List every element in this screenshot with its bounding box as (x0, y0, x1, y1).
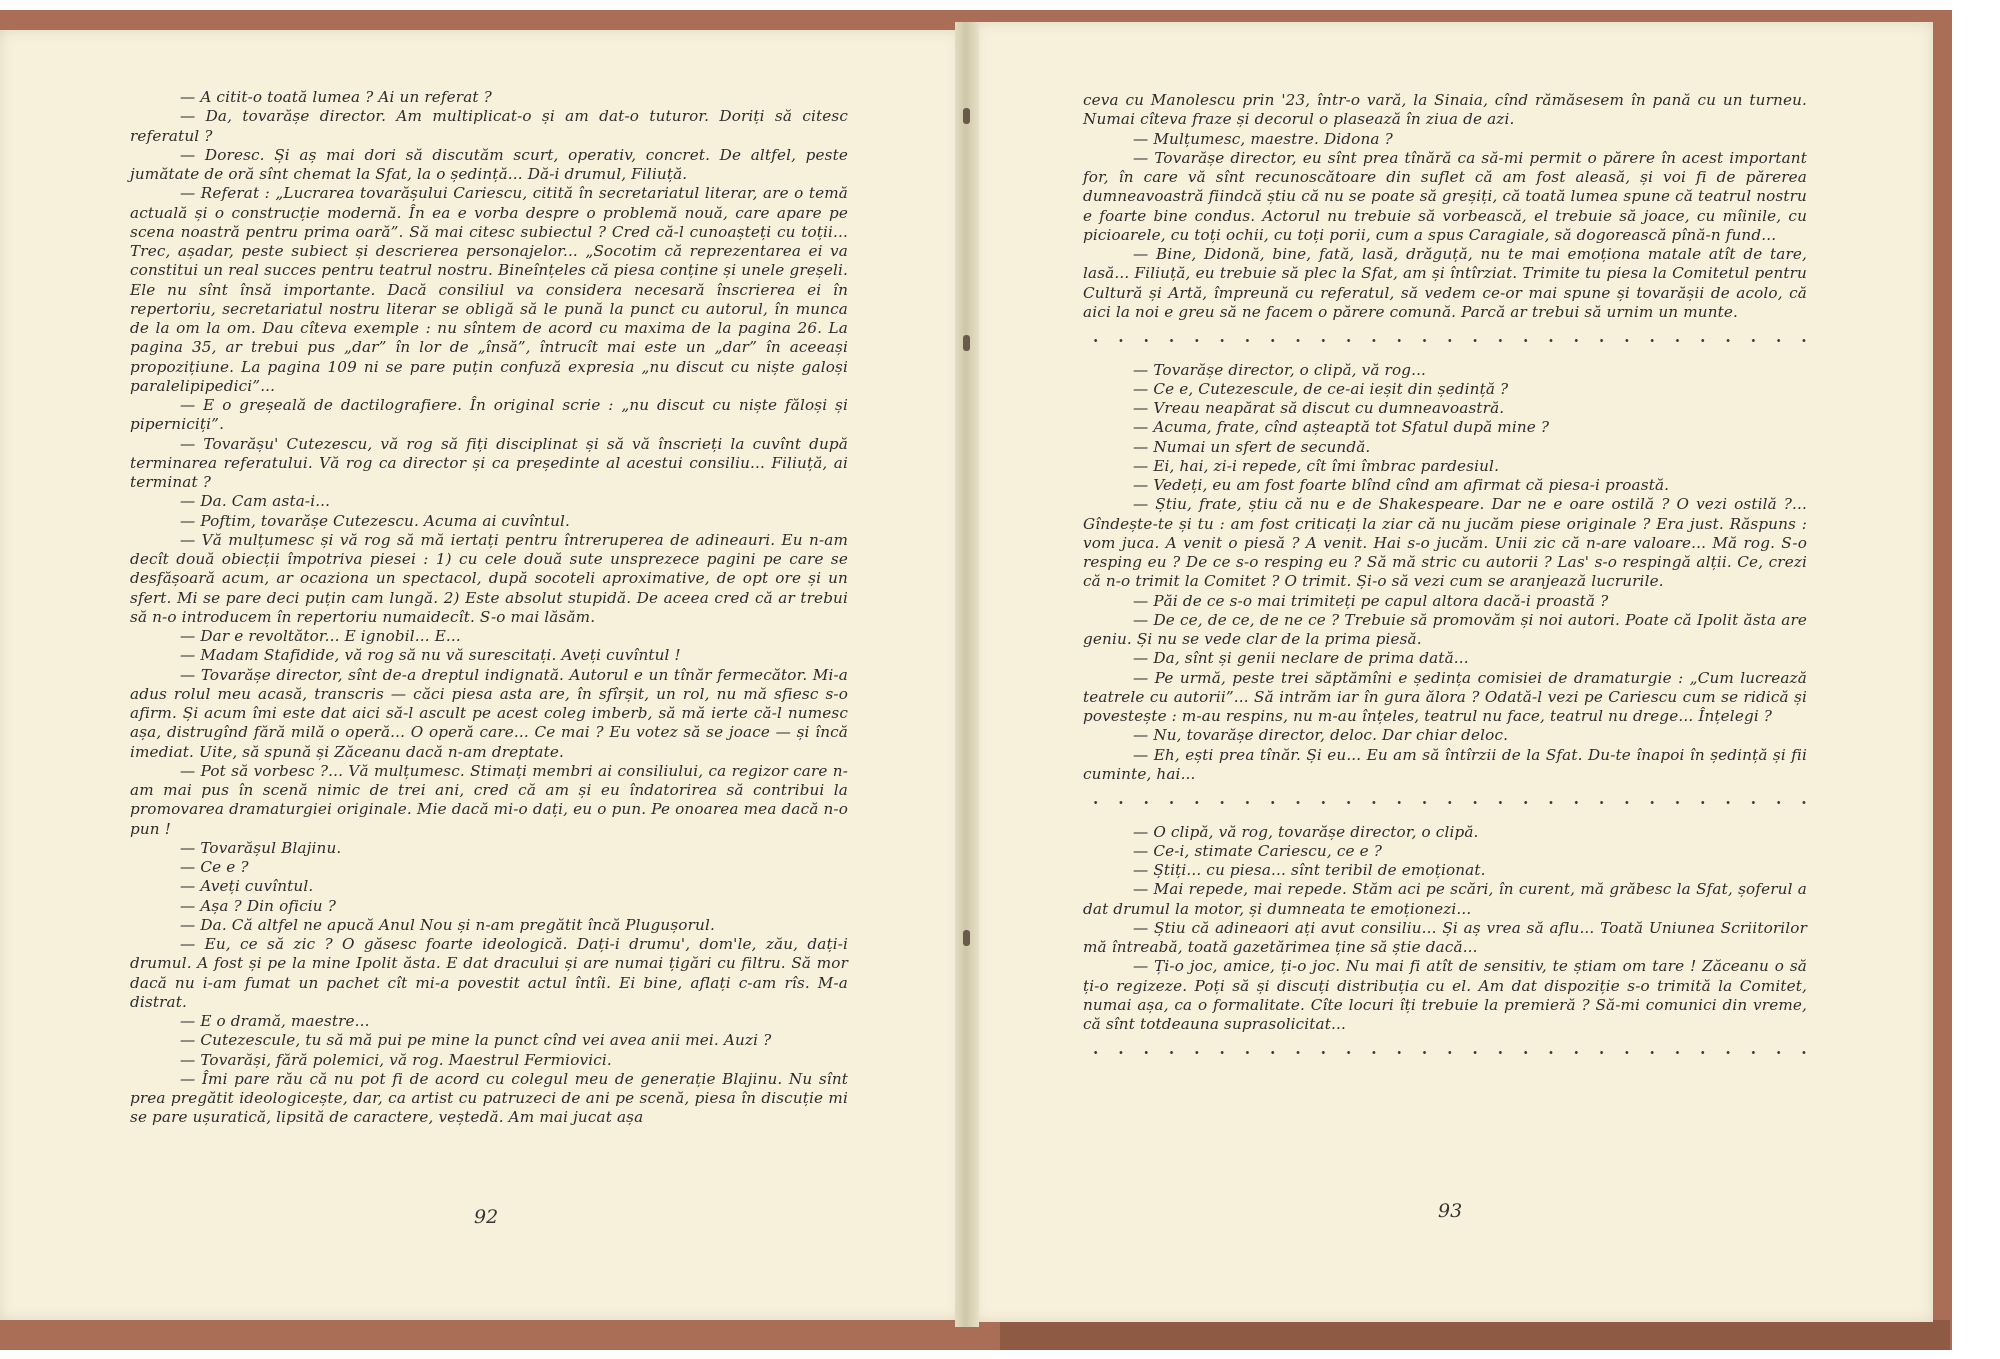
binding-stitch (963, 930, 970, 946)
dialogue-section-1 (1083, 130, 1807, 323)
dialogue-line: — Nu, tovarășe director, deloc. Dar chiar deloc. (1133, 726, 1509, 745)
dialogue-line: — Ce-i, stimate Cariescu, ce e ? (1133, 841, 1382, 860)
dialogue-line: — Ți-o joc, amice, ți-o joc. Nu mai fi atît de sensitiv, te știam om tare ! Zăceanu o să ți-o regizeze. Poți să și discuți distribuția cu el. Am dat dispoziție s-o trimită la Comitet, numai așa, ca o formalitate. Cîte locuri îți trebuie la premieră ? Să-mi comunici din vreme, că sînt totdeauna suprasolicitat... (1083, 957, 1807, 1033)
dialogue-line: — Eu, ce să zic ? O găsesc foarte ideologică. Dați-i drumu', dom'le, zău, dați-i drumul. A fost și pe la mine Ipolit ăsta. E dat dracului și are numai țigări cu filtru. Să mor dacă nu i-am fumat un pachet cît mi-a povestit actul întîi. Ei bine, aflați c-am rîs. M-a distrat. (130, 935, 848, 1011)
dialogue-line: — Vreau neapărat să discut cu dumneavoastră. (1133, 399, 1505, 417)
dialogue-line: — Aveți cuvîntul. (180, 877, 314, 896)
dialogue-line: — Ce e ? (180, 858, 249, 876)
dialogue-line: — A citit-o toată lumea ? Ai un referat ? (180, 88, 492, 106)
ellipsis-separator (1083, 784, 1807, 823)
dialogue-line: — Da. Că altfel ne apucă Anul Nou și n-am pregătit încă Plugușorul. (180, 915, 715, 934)
dialogue-line: — E o dramă, maestre... (180, 1012, 370, 1030)
dialogue-line: — E o greșeală de dactilografiere. În original scrie : „nu discut cu niște făloși și piperniciți”. (130, 396, 848, 434)
binding-stitch (963, 335, 970, 351)
dialogue-line: — Referat : „Lucrarea tovarășului Cariescu, citită în secretariatul literar, are o temă actuală și o construcție modernă. În ea e vorba despre o problemă nouă, care apare pe scena noastră pentru prima oară”. Să mai citesc subiectul ? Cred că-l cunoașteți cu toții... Trec, așadar, peste subiect și descrierea personajelor... „Socotim că reprezentarea ei va constitui un real succes pentru teatrul nostru. Bineînțeles că piesa conține și unele greșeli. Ele nu sînt însă importante. Dacă consiliul va considera necesară înscrierea ei în repertoriu, secretariatul nostru literar se obligă să le pună la punct cu autorul, în munca de la om la om. Dau cîteva exemple : nu sîntem de acord cu maxima de la pagina 26. La pagina 35, ar trebui pus „dar” în lor de „însă”, întrucît mai este un „dar” în aceeași propozițiune. La pagina 109 ni se pare puțin confuză expresia „nu discut cu niște galoși paralelipipedici”... (130, 184, 848, 395)
book-gutter (955, 22, 979, 1327)
page-number-right: 93 (1438, 1200, 1463, 1222)
dialogue-line: — Da. Cam asta-i... (180, 492, 331, 511)
dialogue-line: — Vedeți, eu am fost foarte blînd cînd am afirmat că piesa-i proastă. (1133, 476, 1670, 494)
dialogue-line: — Păi de ce s-o mai trimiteți pe capul altora dacă-i proastă ? (1133, 591, 1609, 610)
paragraph: ceva cu Manolescu prin '23, într-o vară, la Sinaia, cînd rămăsesem în pană cu un turneu. Numai cîteva fraze și decorul o plasează în ziua de azi. (1083, 91, 1807, 129)
dialogue-line: — Ei, hai, zi-i repede, cît îmi îmbrac pardesiul. (1133, 456, 1500, 475)
dialogue-line: — Da, sînt și genii neclare de prima dată... (1133, 649, 1469, 668)
dialogue-line: — Tovarășul Blajinu. (180, 838, 342, 857)
dialogue-line: — Doresc. Și aș mai dori să discutăm scurt, operativ, concret. De altfel, peste jumătate de oră sînt chemat la Sfat, la o ședință... Dă-i drumul, Filiuță. (130, 145, 848, 183)
dialogue-line: — Mulțumesc, maestre. Didona ? (1133, 129, 1393, 148)
page-number-left: 92 (474, 1206, 499, 1228)
binding-stitch (963, 108, 970, 124)
left-page-text (130, 88, 848, 1128)
dialogue-line: — Tovarăși, fără polemici, vă rog. Maestrul Fermiovici. (180, 1050, 612, 1069)
dialogue-section-2 (1083, 361, 1807, 785)
dialogue-line: — Știu că adineaori ați avut consiliu... Și aș vrea să aflu... Toată Uniunea Scriitorilor mă întreabă, toată gazetărimea ține să știe dacă... (1083, 918, 1807, 956)
dialogue-line: — Mai repede, mai repede. Stăm aci pe scări, în curent, mă grăbesc la Sfat, șoferul a dat drumul la motor, și dumneata te emoționezi... (1083, 880, 1807, 918)
dialogue-line: — Eh, ești prea tînăr. Și eu... Eu am să întîrzii de la Sfat. Du-te înapoi în ședință și fii cuminte, hai... (1083, 745, 1807, 783)
dialogue-section-3 (1083, 823, 1807, 1035)
dialogue-line: — Ce e, Cutezescule, de ce-ai ieșit din ședință ? (1133, 379, 1509, 398)
dialogue-line: — Tovarășe director, o clipă, vă rog... (1133, 360, 1427, 379)
dialogue-line: — Știți... cu piesa... sînt teribil de emoționat. (1133, 861, 1486, 879)
dialogue-line: — Bine, Didonă, bine, fată, lasă, drăguță, nu te mai emoționa matale atît de tare, lasă... Filiuță, eu trebuie să plec la Sfat, am și întîrziat. Trimite tu piesa la Comitetul pentru Cultură și Artă, împreună cu referatul, să vedem ce-or mai spune și tovarășii de acolo, că aici la noi e greu să ne facem o părere comună. Parcă ar trebui să urnim un munte. (1083, 245, 1807, 321)
book-cover-edge (1000, 1320, 1950, 1350)
dialogue-line: — Poftim, tovarășe Cutezescu. Acuma ai cuvîntul. (180, 511, 570, 530)
dialogue-line: — Tovarășe director, sînt de-a dreptul indignată. Autorul e un tînăr fermecător. Mi-a adus rolul meu acasă, transcris — căci piesa asta are, în sfîrșit, un rol, nu mă sfiesc s-o afirm. Și acum îmi este dat aici să-l ascult pe acest coleg imberb, să mă ierte că-l numesc așa, distrugînd fără milă o operă... O operă care... Ce mai ? Eu votez să se joace — și încă imediat. Uite, să spună și Zăceanu dacă n-am dreptate. (130, 665, 848, 761)
dialogue-line: — De ce, de ce, de ne ce ? Trebuie să promovăm și noi autori. Poate că Ipolit ăsta are geniu. Și nu se vede clar de la prima piesă. (1083, 610, 1807, 648)
dialogue-line: — Acuma, frate, cînd așteaptă tot Sfatul după mine ? (1133, 418, 1550, 437)
dialogue-line: — Dar e revoltător... E ignobil... E... (180, 627, 461, 645)
right-page-text (1083, 91, 1807, 1073)
dialogue-line: — Madam Stafidide, vă rog să nu vă surescitați. Aveți cuvîntul ! (180, 646, 681, 665)
dialogue-line: — Pot să vorbesc ?... Vă mulțumesc. Stimați membri ai consiliului, ca regizor care n-am mai pus în scenă nimic de trei ani, cred că am și eu îndatorirea să contribui la promovarea dramaturgiei originale. Mie dacă mi-o dați, eu o pun. Pe onoarea mea dacă n-o pun ! (130, 761, 848, 838)
dialogue-line: — Da, tovarășe director. Am multiplicat-o și am dat-o tuturor. Doriți să citesc referatul ? (130, 107, 848, 145)
dialogue-line: — Cutezescule, tu să mă pui pe mine la punct cînd vei avea anii mei. Auzi ? (180, 1031, 772, 1050)
dialogue-line: — Tovarășe director, eu sînt prea tînără ca să-mi permit o părere în acest important for, în care vă sînt recunoscătoare din suflet că am fost aleasă, și voi fi de părerea dumneavoastră fiindcă știu că nu se poate să greșiți, că toată lumea spune că teatrul nostru e foarte bine condus. Actorul nu trebuie să vorbească, el trebuie să joace, cu mîinile, cu picioarele, cu toți ochii, cu toți porii, cum a spus Caragiale, să dogorească pînă-n fund... (1083, 148, 1807, 244)
ellipsis-separator (1083, 1034, 1807, 1073)
dialogue-line: — Vă mulțumesc și vă rog să mă iertați pentru întreruperea de adineauri. Eu n-am decît două obiecții împotriva piesei : 1) cu cele două sute unsprezece pagini pe care se desfășoară acum, ar ocaziona un spectacol, după socoteli aproximative, de opt ore și un sfert. Mi se pare deci puțin cam lungă. 2) Este absolut stupidă. De aceea cred că ar trebui să n-o introducem în repertoriu numaidecît. S-o mai lăsăm. (130, 530, 848, 626)
dialogue-line: — Știu, frate, știu că nu e de Shakespeare. Dar ne e oare ostilă ? O vezi ostilă ?... Gîndește-te și tu : am fost criticați la ziar că nu jucăm piese originale ? Era just. Răspuns : vom juca. A venit o piesă ? A venit. Hai s-o jucăm. Unii zic că n-are valoare... Mă rog. S-o resping eu ? De ce s-o resping eu ? Să mă stric cu autorii ? Las' s-o respingă alții. Ce, crezi că n-o trimit la Comitet ? O trimit. Și-o să vezi cum se aranjează lucrurile. (1083, 495, 1807, 591)
dialogue-line: — Așa ? Din oficiu ? (180, 896, 337, 915)
dialogue-line: — Numai un sfert de secundă. (1133, 437, 1371, 456)
dialogue-line: — O clipă, vă rog, tovarășe director, o clipă. (1133, 822, 1479, 841)
dialogue-line: — Pe urmă, peste trei săptămîni e ședința comisiei de dramaturgie : „Cum lucrează teatrele cu autorii”... Să intrăm iar în gura ălora ? Odată-l vezi pe Cariescu cum se ridică și povestește : m-au respins, nu m-au înțeles, teatrul nu face, teatrul nu drege... Înțelegi ? (1083, 668, 1807, 725)
ellipsis-separator (1083, 322, 1807, 361)
dialogue-line: — Tovarășu' Cutezescu, vă rog să fiți disciplinat și să vă înscrieți la cuvînt după terminarea referatului. Vă rog ca director și ca președinte al acestui consiliu... Filiuță, ai terminat ? (130, 434, 848, 491)
dialogue-line: — Îmi pare rău că nu pot fi de acord cu colegul meu de generație Blajinu. Nu sînt prea pregătit ideologicește, dar, ca artist cu patruzeci de ani pe scenă, piesa în discuție mi se pare ușuratică, lipsită de caractere, veștedă. Am mai jucat așa (130, 1069, 848, 1127)
